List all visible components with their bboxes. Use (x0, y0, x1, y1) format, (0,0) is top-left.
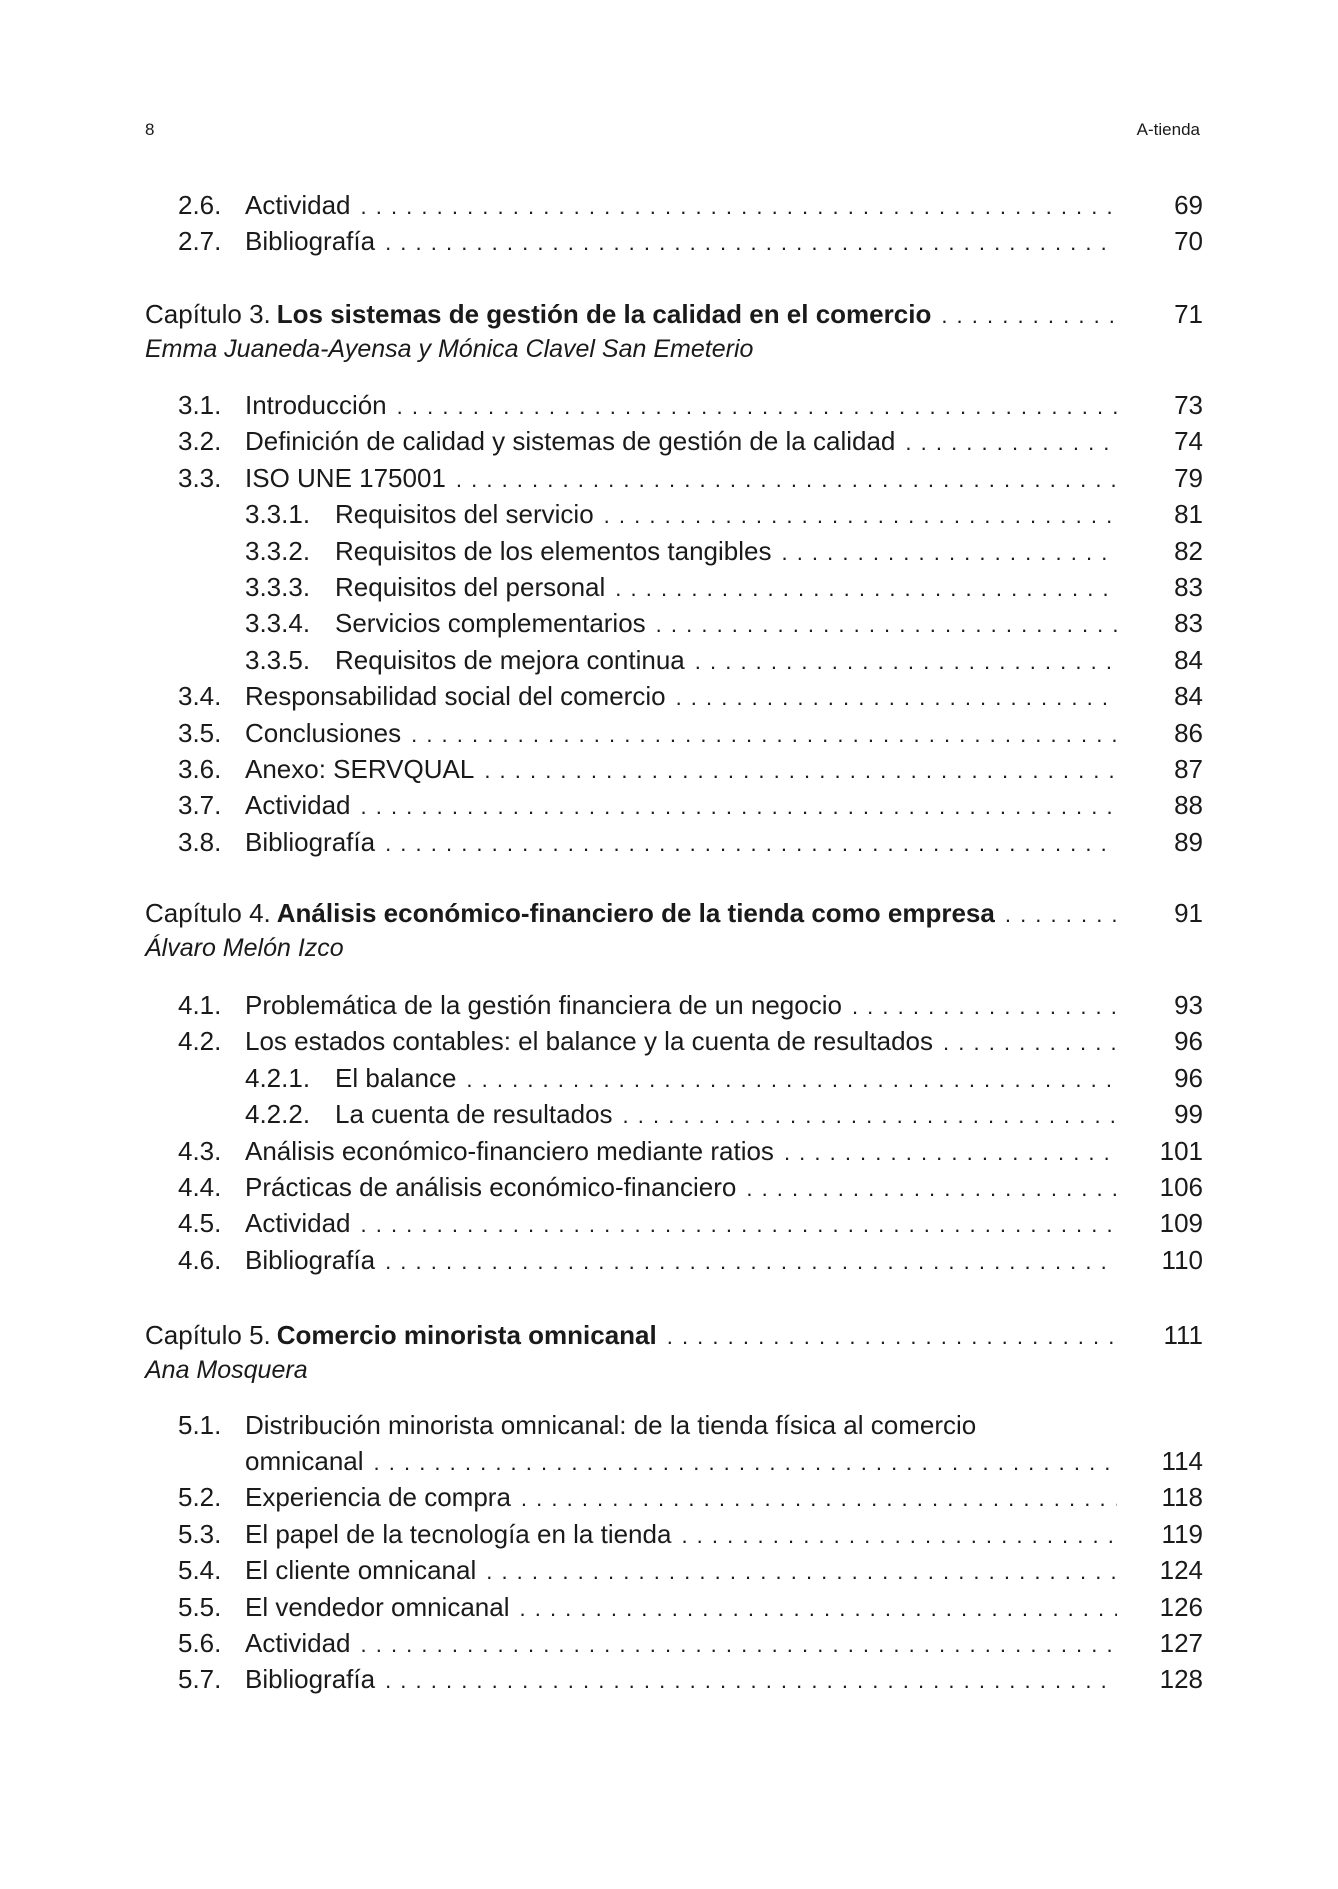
dot-leader (746, 1176, 1117, 1202)
toc-entry (245, 572, 1203, 606)
dot-leader (385, 1668, 1117, 1694)
toc-entry-title: Experiencia de compra (245, 1482, 511, 1513)
toc-entry-number: 5.1. (178, 1410, 222, 1440)
toc-entry-title: Actividad (245, 190, 351, 220)
toc-entry-title: El cliente omnicanal (245, 1555, 477, 1586)
toc-entry (245, 536, 1203, 570)
toc-entry-number: 5.3. (178, 1518, 222, 1549)
toc-entry-page: 127 (1159, 1628, 1203, 1658)
toc-entry-page: 126 (1159, 1591, 1203, 1622)
dot-leader (623, 1103, 1117, 1129)
toc-entry-number: 3.3.3. (245, 572, 311, 602)
toc-entry (178, 1172, 1203, 1206)
toc-entry-page: 128 (1159, 1664, 1203, 1695)
chapter-heading (145, 299, 1203, 333)
toc-entry-number: 4.5. (178, 1208, 222, 1239)
toc-entry-title: Conclusiones (245, 717, 402, 748)
toc-entry (178, 1208, 1203, 1242)
toc-entry-page: 86 (1174, 717, 1203, 748)
toc-entry-page: 106 (1159, 1172, 1203, 1202)
dot-leader (943, 1030, 1117, 1056)
toc-entry-title: Prácticas de análisis económico-financiero (245, 1172, 737, 1202)
toc-entry (178, 426, 1203, 460)
toc-entry (178, 1555, 1203, 1589)
toc-entry (178, 463, 1203, 497)
dot-leader (361, 794, 1118, 820)
toc-entry-title: Bibliografía (245, 826, 376, 857)
toc-entry-page: 93 (1174, 990, 1203, 1020)
toc-entry-title: Requisitos del servicio (335, 499, 594, 530)
toc-entry-title: Servicios complementarios (335, 608, 646, 639)
toc-entry (245, 499, 1203, 533)
dot-leader (484, 758, 1117, 784)
toc-entry-page: 83 (1174, 608, 1203, 639)
toc-entry-number: 4.2.1. (245, 1062, 311, 1093)
page-number: 8 (145, 120, 155, 139)
toc-entry-page: 88 (1174, 790, 1203, 821)
toc-entry-title: Requisitos de los elementos tangibles (335, 535, 772, 566)
dot-leader (781, 540, 1117, 566)
toc-entry (245, 608, 1203, 642)
toc-entry-number: 4.2.2. (245, 1099, 311, 1130)
toc-entry (178, 681, 1203, 715)
toc-entry-number: 5.6. (178, 1628, 222, 1658)
toc-entry-number: 4.4. (178, 1172, 222, 1202)
toc-entry (178, 827, 1203, 861)
toc-entry-title: Responsabilidad social del comercio (245, 681, 666, 712)
toc-entry-page: 124 (1159, 1555, 1203, 1586)
toc-entry-number: 2.7. (178, 226, 222, 256)
toc-entry (178, 1482, 1203, 1516)
toc-entry-title: Bibliografía (245, 226, 376, 256)
toc-entry-title: Anexo: SERVQUAL (245, 754, 475, 784)
toc-entry (178, 790, 1203, 824)
chapter-heading (145, 898, 1203, 932)
toc-entry-number: 5.2. (178, 1482, 222, 1513)
toc-entry-page: 89 (1174, 826, 1203, 857)
toc-entry (178, 990, 1203, 1024)
dot-leader (456, 467, 1117, 493)
toc-entry (178, 390, 1203, 424)
chapter-label: Capítulo 3. (145, 299, 271, 329)
chapter-heading (145, 1320, 1203, 1354)
dot-leader (520, 1596, 1118, 1622)
toc-entry-number: 3.8. (178, 826, 222, 857)
toc-entry-title: omnicanal (245, 1446, 364, 1476)
toc-entry (245, 1099, 1203, 1133)
toc-entry-title: Actividad (245, 1628, 351, 1658)
toc-entry-number: 5.4. (178, 1555, 222, 1586)
toc-entry-page: 87 (1174, 754, 1203, 784)
toc-entry-title: Problemática de la gestión financiera de un negocio (245, 990, 842, 1020)
toc-entry-page: 99 (1174, 1099, 1203, 1130)
toc-entry-page: 84 (1174, 681, 1203, 712)
dot-leader (695, 649, 1117, 675)
toc-entry-page: 101 (1159, 1135, 1203, 1166)
running-head: A-tienda (1136, 120, 1200, 139)
toc-entry-page: 96 (1174, 1062, 1203, 1093)
chapter-page: 91 (1174, 898, 1203, 928)
toc-entry-number: 3.3.4. (245, 608, 311, 639)
toc-entry-title: Bibliografía (245, 1244, 376, 1275)
dot-leader (385, 230, 1117, 256)
toc-entry-number: 3.6. (178, 754, 222, 784)
toc-entry-page: 119 (1161, 1518, 1203, 1549)
toc-entry-number: 4.2. (178, 1026, 222, 1057)
chapter-authors: Ana Mosquera (145, 1356, 308, 1384)
dot-leader (374, 1450, 1117, 1476)
chapter-authors: Álvaro Melón Izco (145, 934, 344, 962)
toc-entry-page: 118 (1161, 1482, 1203, 1513)
toc-entry-page: 73 (1174, 390, 1203, 420)
toc-entry-number: 3.7. (178, 790, 222, 821)
toc-entry-title: Los estados contables: el balance y la cuenta de resultados (245, 1026, 934, 1057)
dot-leader (385, 831, 1117, 857)
toc-entry (178, 718, 1203, 752)
toc-entry (245, 1063, 1203, 1097)
toc-entry-title: Introducción (245, 390, 387, 420)
toc-entry-number: 5.5. (178, 1591, 222, 1622)
toc-entry-page: 109 (1159, 1208, 1203, 1239)
chapter-title: Comercio minorista omnicanal (276, 1320, 657, 1350)
toc-entry (178, 1664, 1203, 1698)
chapter-title: Análisis económico-financiero de la tienda como empresa (276, 898, 995, 928)
toc-entry-page: 70 (1174, 226, 1203, 256)
dot-leader (676, 685, 1117, 711)
chapter-label: Capítulo 4. (145, 898, 271, 928)
toc-entry-page: 114 (1161, 1446, 1203, 1476)
toc-entry (178, 1519, 1203, 1553)
toc-entry-number: 4.1. (178, 990, 222, 1020)
toc-entry-title: Análisis económico-financiero mediante ratios (245, 1135, 774, 1166)
toc-entry-number: 4.6. (178, 1244, 222, 1275)
chapter-page: 111 (1163, 1320, 1203, 1350)
toc-entry-page: 82 (1174, 535, 1203, 566)
toc-entry-title: Bibliografía (245, 1664, 376, 1695)
toc-entry-number: 5.7. (178, 1664, 222, 1695)
dot-leader (615, 576, 1117, 602)
toc-entry-title: El papel de la tecnología en la tienda (245, 1518, 672, 1549)
dot-leader (852, 994, 1117, 1020)
dot-leader (521, 1486, 1117, 1512)
toc-entry (178, 1245, 1203, 1279)
toc-entry-page: 84 (1174, 644, 1203, 675)
dot-leader (905, 430, 1117, 456)
toc-entry-number: 3.3. (178, 462, 222, 493)
toc-entry (245, 1446, 1203, 1480)
toc-entry-title: El vendedor omnicanal (245, 1591, 510, 1622)
toc-entry (178, 1136, 1203, 1170)
toc-entry-title: Actividad (245, 1208, 351, 1239)
toc-entry (178, 1628, 1203, 1662)
dot-leader (361, 1632, 1118, 1658)
chapter-title: Los sistemas de gestión de la calidad en el comercio (276, 299, 932, 329)
chapter-authors: Emma Juaneda-Ayensa y Mónica Clavel San Emeterio (145, 335, 754, 363)
toc-entry-page: 79 (1174, 462, 1203, 493)
dot-leader (361, 1212, 1118, 1238)
toc-entry-number: 3.5. (178, 717, 222, 748)
toc-entry-number: 3.4. (178, 681, 222, 712)
toc-entry-title: Requisitos de mejora continua (335, 644, 685, 675)
toc-entry (245, 645, 1203, 679)
toc-entry-page: 69 (1174, 190, 1203, 220)
toc-entry (178, 754, 1203, 788)
toc-entry (178, 226, 1203, 260)
toc-entry-page: 83 (1174, 572, 1203, 602)
chapter-label: Capítulo 5. (145, 1320, 271, 1350)
toc-entry-page: 110 (1161, 1244, 1203, 1275)
toc-entry (178, 190, 1203, 224)
toc-entry-number: 3.3.5. (245, 644, 311, 675)
toc-entry-number: 3.1. (178, 390, 222, 420)
toc-entry (178, 1026, 1203, 1060)
dot-leader (486, 1559, 1117, 1585)
dot-leader (385, 1249, 1117, 1275)
dot-leader (361, 194, 1118, 220)
toc-entry-number: 3.2. (178, 426, 222, 457)
toc-entry-number: 3.3.1. (245, 499, 311, 530)
dot-leader (466, 1067, 1117, 1093)
toc-entry-number: 4.3. (178, 1135, 222, 1166)
dot-leader (784, 1140, 1117, 1166)
toc-entry-page: 96 (1174, 1026, 1203, 1057)
toc-entry-title: Requisitos del personal (335, 572, 606, 602)
toc-entry (178, 1592, 1203, 1626)
dot-leader (397, 394, 1117, 420)
toc-entry-page: 74 (1174, 426, 1203, 457)
dot-leader (1005, 902, 1117, 928)
dot-leader (411, 722, 1117, 748)
dot-leader (604, 503, 1117, 529)
toc-entry-title-line: Distribución minorista omnicanal: de la tienda física al comercio (245, 1410, 977, 1440)
toc-entry-title: La cuenta de resultados (335, 1099, 613, 1130)
dot-leader (941, 303, 1117, 329)
toc-entry-title: ISO UNE 175001 (245, 462, 446, 493)
toc-entry-page: 81 (1174, 499, 1203, 530)
toc-entry-title: El balance (335, 1062, 457, 1093)
dot-leader (681, 1523, 1117, 1549)
chapter-page: 71 (1174, 299, 1203, 329)
dot-leader (656, 612, 1117, 638)
toc-entry-title: Actividad (245, 790, 351, 821)
toc-entry-number: 2.6. (178, 190, 222, 220)
toc-entry-number: 3.3.2. (245, 535, 311, 566)
dot-leader (667, 1324, 1117, 1350)
toc-entry-title: Definición de calidad y sistemas de gestión de la calidad (245, 426, 896, 457)
